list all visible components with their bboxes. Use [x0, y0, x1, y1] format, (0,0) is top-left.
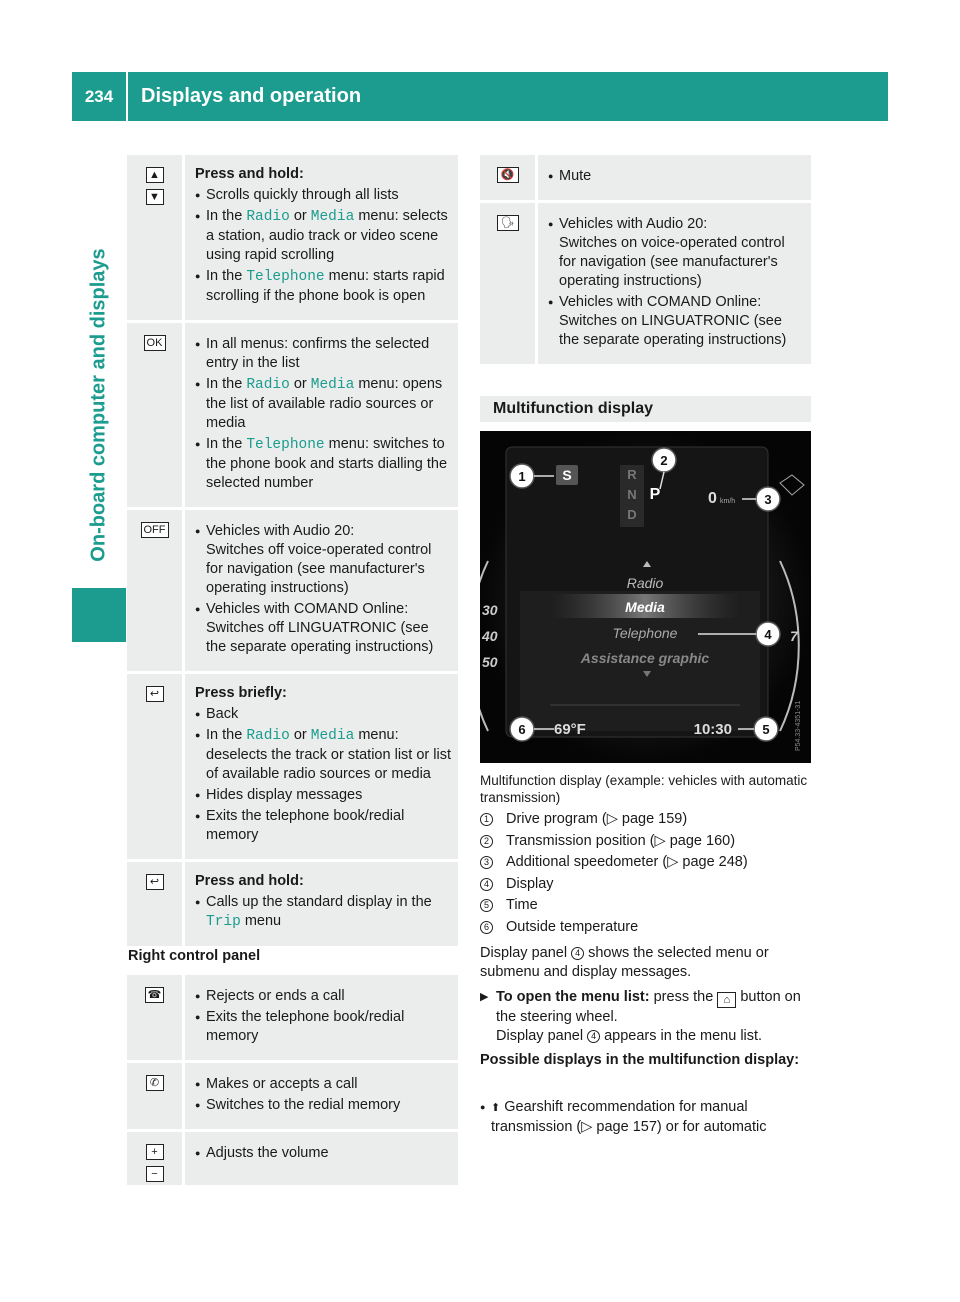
bullet-icon: ●: [195, 379, 201, 389]
panel-description: [185, 1129, 458, 1185]
multifunction-display-heading: Multifunction display: [480, 396, 811, 422]
back-key-icon: ↩: [146, 686, 164, 702]
left-key-cell: [127, 155, 185, 320]
row-title: Press and hold:: [195, 166, 304, 182]
legend-text: Display: [506, 875, 554, 892]
legend-number: 6: [480, 921, 493, 934]
panel-key-cell: [127, 1060, 185, 1129]
right-control-panel-table: [127, 975, 458, 1185]
svg-text:1: 1: [518, 469, 526, 484]
bullet-item: ● Mute: [548, 168, 592, 184]
svg-text:S: S: [562, 467, 572, 483]
left-row: [127, 859, 458, 946]
volume-keys-icon: −: [146, 1166, 164, 1182]
panel-row: [127, 1060, 458, 1129]
bullet-icon: ●: [195, 439, 201, 449]
back-key-icon: ↩: [146, 874, 164, 890]
step-arrow-icon: ▶: [480, 991, 489, 1003]
bullet-item: ● In all menus: confirms the selected entry in the list: [195, 336, 430, 371]
voice-off-key-icon: OFF: [141, 522, 169, 538]
bullet-icon: ●: [195, 339, 201, 349]
panel-row: [127, 975, 458, 1060]
legend-text: Drive program (▷ page 159): [506, 811, 688, 827]
svg-text:P: P: [649, 486, 661, 503]
svg-text:10:30: 10:30: [693, 721, 732, 738]
left-description: [185, 155, 458, 320]
svg-text:30: 30: [482, 602, 498, 618]
left-key-cell: [127, 671, 185, 859]
legend-text: Time: [506, 897, 538, 913]
menu-name: Radio: [246, 377, 290, 393]
svg-text:6: 6: [518, 722, 526, 737]
row-title: Press and hold:: [195, 873, 304, 889]
callout-ref-4: 4: [571, 947, 584, 960]
display-panel-text: Display panel 4 shows the selected menu or submenu and display messages.: [480, 945, 769, 980]
svg-text:R: R: [627, 467, 637, 482]
bullet-icon: ●: [195, 526, 201, 536]
menu-name: Radio: [246, 728, 290, 744]
voice-on-key-icon: 🗣: [497, 215, 519, 231]
left-description: [185, 859, 458, 946]
legend-text: Outside temperature: [506, 918, 639, 935]
bullet-item: ● Back: [195, 706, 239, 722]
left-description: [185, 507, 458, 671]
up-down-arrows-icon: ▲: [146, 167, 164, 183]
bullet-icon: ●: [195, 1148, 201, 1158]
svg-text:7: 7: [790, 628, 798, 644]
legend-text: Additional speedometer (▷ page 248): [506, 854, 748, 870]
row-title: Press briefly:: [195, 685, 287, 701]
legend-text: Transmission position (▷ page 160): [506, 832, 736, 849]
mute-key-icon: 🔇: [497, 167, 519, 183]
header-divider: [126, 72, 128, 121]
bullet-item: ● Vehicles with COMAND Online: Switches on LINGUATRONIC (see the separate operating instructions): [548, 294, 787, 348]
bullet-icon: ●: [480, 1102, 486, 1112]
bullet-icon: ●: [548, 171, 554, 181]
legend-number: 5: [480, 899, 493, 912]
bullet-item: ● Exits the telephone book/redial memory: [195, 808, 405, 843]
left-description: [185, 671, 458, 859]
bullet-item: ● Vehicles with Audio 20: Switches off voice-operated control for navigation (see manufacturer's operating instructions): [195, 523, 432, 596]
display-legend: [480, 810, 815, 939]
bullet-icon: ●: [195, 991, 201, 1001]
legend-item: [480, 875, 815, 894]
bullet-icon: ●: [195, 190, 201, 200]
bullet-icon: ●: [195, 1079, 201, 1089]
left-key-table: [127, 155, 458, 946]
left-row: [127, 507, 458, 671]
left-description: [185, 320, 458, 507]
panel-description: [185, 975, 458, 1060]
left-row: [127, 671, 458, 859]
right-description: [538, 200, 811, 364]
panel-key-cell: [127, 1129, 185, 1185]
bullet-detail: Switches on voice-operated control for navigation (see manufacturer's operating instructions): [559, 235, 785, 289]
bullet-icon: ●: [195, 790, 201, 800]
menu-item: Media: [625, 599, 665, 615]
bullet-item: ● Scrolls quickly through all lists: [195, 187, 399, 203]
gearshift-arrow-icon: ⬆: [491, 1102, 501, 1114]
legend-number: 3: [480, 856, 493, 869]
bullet-icon: ●: [195, 730, 201, 740]
panel-row: [127, 1129, 458, 1185]
gearshift-bullet: ● ⬆ Gearshift recommendation for manual transmission (▷ page 157) or for automatic: [480, 1099, 767, 1135]
bullet-icon: ●: [195, 897, 201, 907]
svg-text:P54.33-4351-31: P54.33-4351-31: [795, 700, 802, 751]
menu-item: Assistance graphic: [580, 650, 710, 666]
svg-text:69°F: 69°F: [554, 721, 586, 738]
menu-name: Trip: [206, 914, 241, 930]
svg-text:5: 5: [762, 722, 770, 737]
bullet-item: ● In the Radio or Media menu: deselects the track or station list or list of available radio sources or media: [195, 727, 451, 782]
ok-key-icon: OK: [144, 335, 166, 351]
legend-number: 2: [480, 835, 493, 848]
bullet-icon: ●: [548, 297, 554, 307]
panel-key-cell: [127, 975, 185, 1060]
svg-text:2: 2: [660, 453, 668, 468]
up-down-arrows-icon: ▼: [146, 189, 164, 205]
svg-text:0: 0: [708, 490, 717, 507]
legend-item: [480, 832, 815, 851]
bullet-icon: ●: [195, 1100, 201, 1110]
left-key-cell: [127, 859, 185, 946]
bullet-item: ● In the Telephone menu: switches to the phone book and starts dialling the selected number: [195, 436, 448, 491]
bullet-item: ● In the Telephone menu: starts rapid scrolling if the phone book is open: [195, 268, 445, 304]
menu-name: Media: [310, 209, 355, 225]
legend-number: 1: [480, 813, 493, 826]
right-key-cell: [480, 200, 538, 364]
right-key-table: [480, 155, 811, 364]
bullet-item: ● In the Radio or Media menu: opens the list of available radio sources or media: [195, 376, 443, 431]
call-key-icon: ✆: [146, 1075, 164, 1091]
left-key-cell: [127, 320, 185, 507]
bullet-icon: ●: [195, 604, 201, 614]
menu-item: Radio: [626, 575, 664, 591]
bullet-icon: ●: [548, 219, 554, 229]
possible-displays-heading: Possible displays in the multifunction display:: [480, 1052, 800, 1068]
bullet-item: ● Rejects or ends a call: [195, 988, 345, 1004]
svg-text:N: N: [627, 487, 637, 502]
bullet-icon: ●: [195, 271, 201, 281]
menu-name: Radio: [246, 209, 290, 225]
bullet-item: ● Switches to the redial memory: [195, 1097, 401, 1113]
instrument-cluster-illustration: [480, 431, 811, 763]
bullet-item: ● Adjusts the volume: [195, 1145, 329, 1161]
bullet-detail: Switches on LINGUATRONIC (see the separate operating instructions): [559, 313, 787, 348]
menu-name: Telephone: [246, 269, 325, 285]
bullet-icon: ●: [195, 211, 201, 221]
menu-name: Telephone: [246, 437, 325, 453]
hang-up-key-icon: ☎: [145, 987, 165, 1003]
legend-item: [480, 896, 815, 915]
display-caption: Multifunction display (example: vehicles with automatic transmission): [480, 773, 808, 805]
bullet-item: ● Exits the telephone book/redial memory: [195, 1009, 405, 1044]
svg-text:50: 50: [482, 654, 498, 670]
legend-item: [480, 853, 815, 872]
menu-name: Media: [310, 377, 355, 393]
multifunction-display-image: [480, 431, 811, 763]
bullet-detail: Switches off voice-operated control for navigation (see manufacturer's operating instructions): [206, 542, 432, 596]
bullet-item: ● In the Radio or Media menu: selects a station, audio track or video scene using rapid scrolling: [195, 208, 448, 263]
bullet-item: ● Vehicles with Audio 20: Switches on voice-operated control for navigation (see manufacturer's operating instructions): [548, 216, 785, 289]
panel-description: [185, 1060, 458, 1129]
bullet-item: ● Calls up the standard display in the Trip menu: [195, 894, 432, 930]
right-control-panel-label: Right control panel: [128, 948, 261, 964]
right-description: [538, 155, 811, 200]
legend-number: 4: [480, 878, 493, 891]
bullet-item: ● Makes or accepts a call: [195, 1076, 358, 1092]
instruction-step: ▶ To open the menu list: press the ⌂ button on the steering wheel. Display panel 4 appears in the menu list.: [480, 989, 801, 1044]
left-row: [127, 320, 458, 507]
right-row: [480, 155, 811, 200]
right-row: [480, 200, 811, 364]
svg-text:4: 4: [764, 627, 772, 642]
side-tab-marker: [72, 588, 126, 642]
right-key-cell: [480, 155, 538, 200]
svg-text:3: 3: [764, 492, 772, 507]
left-key-cell: [127, 507, 185, 671]
left-row: [127, 155, 458, 320]
bullet-icon: ●: [195, 811, 201, 821]
bullet-icon: ●: [195, 709, 201, 719]
bullet-item: ● Vehicles with COMAND Online: Switches off LINGUATRONIC (see the separate operating instructions): [195, 601, 434, 655]
side-section-title: On-board computer and displays: [87, 248, 110, 562]
bullet-icon: ●: [195, 1012, 201, 1022]
menu-name: Media: [310, 728, 355, 744]
svg-text:km/h: km/h: [720, 498, 736, 505]
legend-item: [480, 810, 815, 829]
legend-item: [480, 918, 815, 937]
svg-text:D: D: [627, 507, 637, 522]
home-button-icon: ⌂: [717, 992, 736, 1008]
page-number: 234: [84, 86, 114, 106]
svg-text:40: 40: [482, 628, 498, 644]
bullet-item: ● Hides display messages: [195, 787, 363, 803]
volume-keys-icon: +: [146, 1144, 164, 1160]
page-title: Displays and operation: [141, 85, 362, 107]
menu-item: Telephone: [612, 625, 678, 641]
bullet-detail: Switches off LINGUATRONIC (see the separate operating instructions): [206, 620, 434, 655]
